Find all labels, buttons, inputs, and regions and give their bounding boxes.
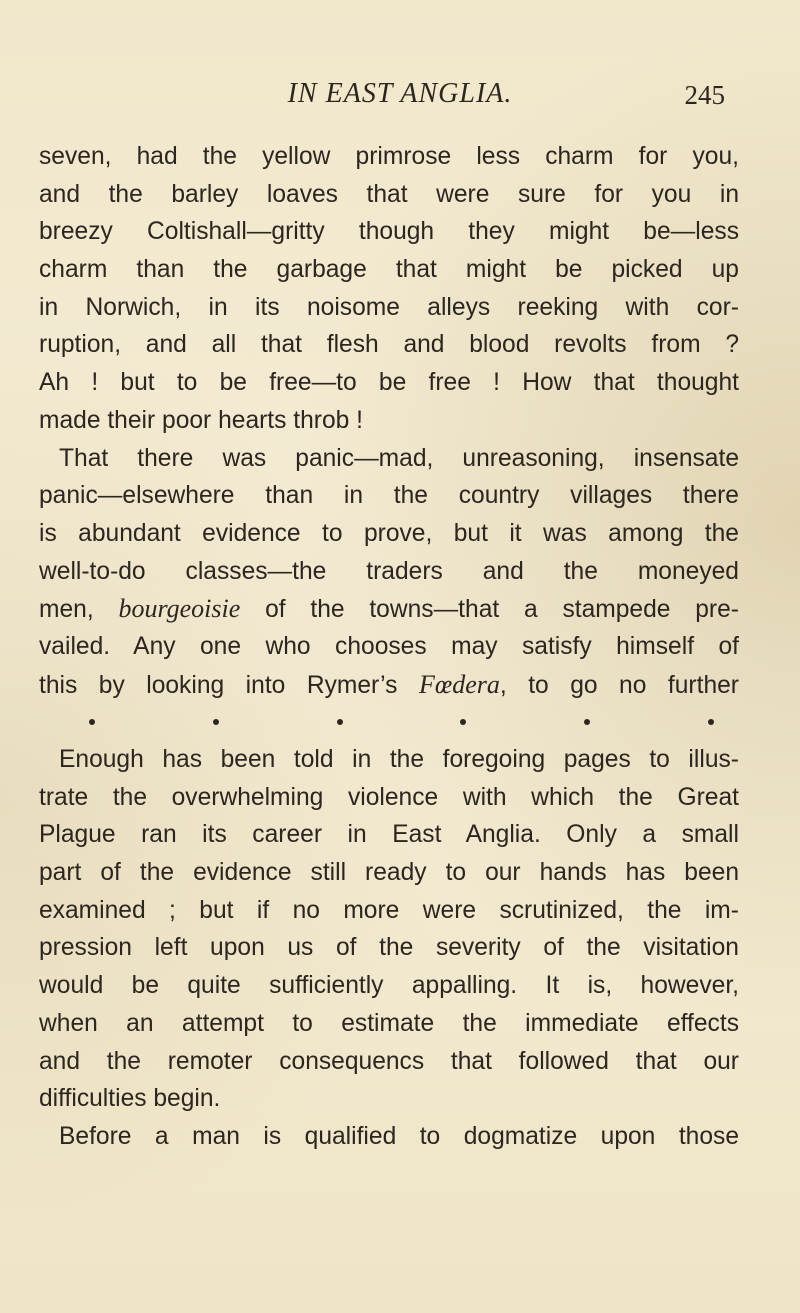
text-line: Plague ran its career in East Anglia. Only a small [39,821,739,849]
text-line: well-to-do classes—the traders and the moneyed [39,557,739,585]
text-line [39,590,739,628]
body-text [39,138,739,1156]
dot [337,719,343,725]
text-line: seven, had the yellow primrose less charm for you, [39,143,739,170]
text-line: vailed. Any one who chooses may satisfy himself of [39,632,739,660]
text-line: Ah ! but to be free—to be free ! How that thought [39,369,739,397]
text-fragment: , to go no further [499,671,739,699]
text-line: pression left upon us of the severity of the visitation [39,934,739,962]
text-line: difficulties begin. [39,1085,221,1113]
text-line: panic—elsewhere than in the country villages there [39,482,739,510]
italic-term: bourgeoisie [118,594,241,624]
text-line: in Norwich, in its noisome alleys reeking with cor- [39,293,739,321]
text-line: and the remoter consequencs that followed that our [39,1047,739,1075]
dot [584,719,590,725]
page-number: 245 [684,80,725,110]
text-line: is abundant evidence to prove, but it was among the [39,519,739,547]
dot [708,719,714,725]
running-title: IN EAST ANGLIA. [287,78,513,109]
text-line: examined ; but if no more were scrutinized, the im- [39,896,739,924]
text-line: would be quite sufficiently appalling. It is, however, [39,972,739,1000]
text-line: breezy Coltishall—gritty though they might be—less [39,218,739,246]
running-head [0,78,800,118]
text-line [39,666,739,704]
dot [213,719,219,725]
text-line: and the barley loaves that were sure for you in [39,180,739,208]
dot [460,719,466,725]
ellipsis-divider [39,703,739,741]
text-line: when an attempt to estimate the immediate effects [39,1009,739,1037]
text-fragment: men, [39,596,119,624]
text-line: trate the overwhelming violence with which the Great [39,783,739,811]
italic-title: Fœdera [418,669,500,699]
text-fragment: this by looking into Rymer’s [39,671,419,699]
text-line: Before a man is qualified to dogmatize upon those [59,1122,739,1150]
text-line: part of the evidence still ready to our hands has been [39,859,739,887]
text-line: charm than the garbage that might be picked up [39,256,739,284]
text-line: Enough has been told in the foregoing pages to illus- [59,746,739,773]
dot [89,719,95,725]
text-line: ruption, and all that flesh and blood revolts from ? [39,331,739,359]
text-line: That there was panic—mad, unreasoning, insensate [59,444,739,472]
text-fragment: of the towns—that a stampede pre- [240,596,739,624]
text-line: made their poor hearts throb ! [39,406,363,434]
